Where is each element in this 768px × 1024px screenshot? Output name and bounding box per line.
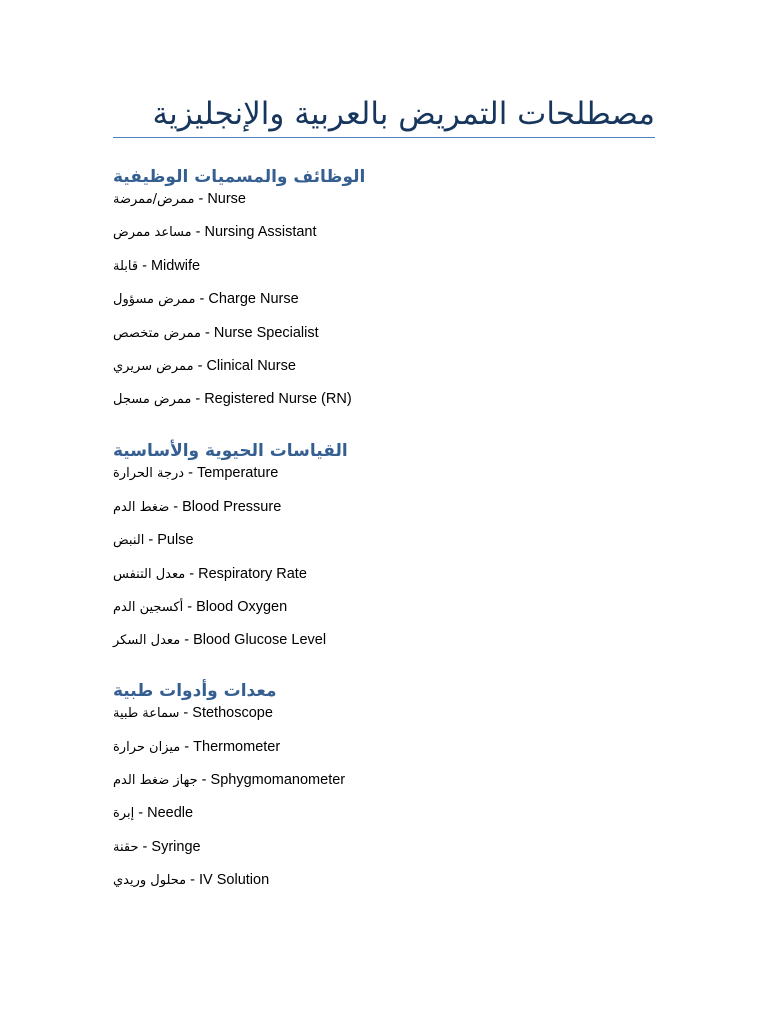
- section-heading: القياسات الحيوية والأساسية: [113, 441, 348, 462]
- term-english: Blood Pressure: [182, 498, 282, 515]
- term-arabic: إبرة: [113, 806, 135, 822]
- term-arabic: ممرض مسجل: [113, 392, 192, 408]
- section-vital-signs: [113, 440, 655, 650]
- term-separator: -: [138, 838, 152, 855]
- term-english: Needle: [147, 805, 194, 822]
- term-separator: -: [191, 224, 205, 241]
- term-separator: -: [183, 598, 197, 615]
- term-english: IV Solution: [199, 872, 270, 889]
- term-english: Nurse Specialist: [213, 324, 319, 341]
- term-row: [113, 564, 655, 584]
- term-english: Blood Glucose Level: [193, 632, 327, 649]
- term-list: [113, 703, 655, 890]
- term-arabic: ممرض متخصص: [113, 325, 201, 341]
- term-separator: -: [185, 565, 199, 582]
- term-row: [113, 870, 655, 890]
- term-english: Midwife: [150, 257, 201, 274]
- term-english: Respiratory Rate: [198, 565, 307, 582]
- term-arabic: سماعة طبية: [113, 706, 180, 722]
- term-list: [113, 463, 655, 650]
- term-english: Nurse: [207, 191, 246, 207]
- document-title: مصطلحات التمريض بالعربية والإنجليزية: [113, 92, 655, 138]
- term-row: [113, 289, 655, 309]
- term-english: Charge Nurse: [208, 291, 299, 308]
- section-heading: الوظائف والمسميات الوظيفية: [113, 167, 366, 187]
- term-arabic: أكسجين الدم: [113, 599, 184, 615]
- term-english: Clinical Nurse: [206, 357, 296, 374]
- term-arabic: درجة الحرارة: [113, 466, 185, 482]
- term-english: Blood Oxygen: [196, 598, 288, 615]
- term-arabic: ممرض سريري: [113, 358, 194, 374]
- term-english: Syringe: [151, 838, 201, 855]
- term-separator: -: [138, 257, 151, 274]
- term-english: Sphygmomanometer: [210, 772, 346, 789]
- term-arabic: النبض: [113, 533, 145, 549]
- term-arabic: ميزان حرارة: [113, 739, 181, 755]
- term-separator: -: [197, 772, 211, 789]
- term-arabic: ضغط الدم: [113, 499, 170, 515]
- term-english: Stethoscope: [192, 705, 273, 722]
- section-medical-equipment: [113, 680, 655, 890]
- term-english: Thermometer: [193, 738, 281, 755]
- term-row: [113, 256, 655, 276]
- term-arabic: جهاز ضغط الدم: [113, 773, 198, 789]
- term-separator: -: [194, 191, 208, 207]
- term-separator: -: [195, 291, 209, 308]
- term-separator: -: [180, 738, 194, 755]
- term-separator: -: [200, 324, 214, 341]
- term-row: [113, 497, 655, 517]
- term-row: [113, 222, 655, 242]
- section-heading: معدات وأدوات طبية: [113, 681, 277, 702]
- term-row: [113, 597, 655, 617]
- term-row: [113, 703, 655, 723]
- term-separator: -: [186, 872, 200, 889]
- term-english: Pulse: [157, 532, 194, 549]
- term-row: [113, 837, 655, 857]
- term-list: [113, 189, 655, 409]
- term-arabic: حقنة: [113, 839, 139, 855]
- term-english: Registered Nurse (RN): [204, 391, 352, 408]
- term-row: [113, 389, 655, 409]
- section-job-titles: [113, 166, 655, 409]
- term-row: [113, 463, 655, 483]
- term-separator: -: [184, 465, 197, 482]
- term-separator: -: [191, 391, 205, 408]
- term-row: [113, 770, 655, 790]
- term-arabic: ممرض مسؤول: [113, 292, 196, 308]
- document-page: [113, 92, 655, 890]
- term-separator: -: [134, 805, 148, 822]
- term-arabic: محلول وريدي: [113, 873, 187, 889]
- term-english: Nursing Assistant: [204, 224, 317, 241]
- term-separator: -: [169, 498, 183, 515]
- term-english: Temperature: [196, 465, 279, 482]
- term-separator: -: [180, 632, 194, 649]
- term-row: [113, 530, 655, 550]
- term-arabic: قابلة: [113, 258, 139, 274]
- term-row: [113, 323, 655, 343]
- term-separator: -: [193, 357, 207, 374]
- term-arabic: ممرض/ممرضة: [113, 192, 195, 207]
- term-arabic: مساعد ممرض: [113, 225, 192, 241]
- term-arabic: معدل التنفس: [113, 566, 186, 582]
- term-row: [113, 630, 655, 650]
- term-row: [113, 737, 655, 757]
- term-row: [113, 356, 655, 376]
- term-row: [113, 189, 655, 209]
- term-row: [113, 803, 655, 823]
- term-arabic: معدل السكر: [113, 633, 181, 649]
- term-separator: -: [144, 532, 158, 549]
- term-separator: -: [179, 705, 193, 722]
